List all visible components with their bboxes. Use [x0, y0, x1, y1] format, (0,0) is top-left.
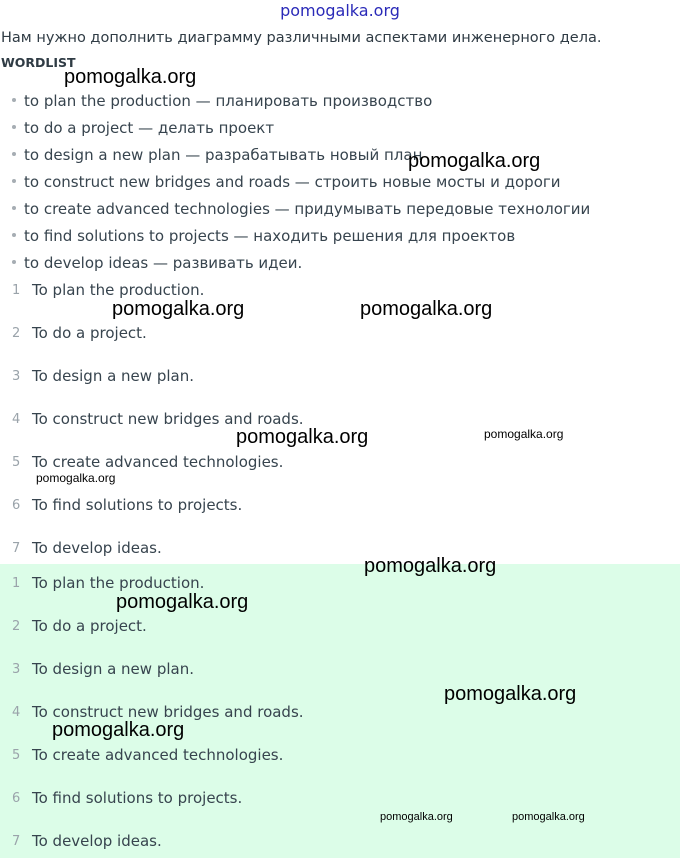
watermark: pomogalka.org — [52, 719, 185, 741]
answer-text: To develop ideas. — [32, 832, 162, 850]
watermark: pomogalka.org — [484, 427, 564, 441]
wordlist-item: to create advanced technologies — придумывать передовые технологии — [12, 200, 590, 218]
answer-text: To construct new bridges and roads. — [32, 703, 304, 721]
answer-number: 2 — [12, 619, 21, 634]
watermark: pomogalka.org — [360, 298, 493, 320]
bullet-icon — [12, 179, 16, 183]
answer-text: To design a new plan. — [32, 660, 194, 678]
answer-number: 5 — [12, 748, 21, 763]
watermark: pomogalka.org — [36, 471, 116, 485]
bullet-icon — [12, 125, 16, 129]
watermark: pomogalka.org — [408, 150, 541, 172]
task-instruction: Нам нужно дополнить диаграмму различными аспектами инженерного дела. — [1, 30, 602, 46]
wordlist-item: to plan the production — планировать производство — [12, 92, 432, 110]
answer-number: 7 — [12, 834, 21, 849]
answer-text: To plan the production. — [32, 574, 205, 592]
bullet-icon — [12, 233, 16, 237]
answer-text: To develop ideas. — [32, 539, 162, 557]
answer-text: To create advanced technologies. — [32, 746, 284, 764]
answer-number: 6 — [12, 791, 21, 806]
answer-number: 2 — [12, 326, 21, 341]
watermark: pomogalka.org — [236, 426, 369, 448]
wordlist-item: to construct new bridges and roads — строить новые мосты и дороги — [12, 173, 561, 191]
bullet-icon — [12, 152, 16, 156]
site-title-link[interactable]: pomogalka.org — [280, 1, 400, 20]
answer-text: To create advanced technologies. — [32, 453, 284, 471]
bullet-icon — [12, 98, 16, 102]
answer-text: To construct new bridges and roads. — [32, 410, 304, 428]
answer-text: To do a project. — [32, 617, 147, 635]
answer-number: 1 — [12, 576, 21, 591]
watermark: pomogalka.org — [116, 591, 249, 613]
bullet-icon — [12, 260, 16, 264]
watermark: pomogalka.org — [64, 66, 197, 88]
wordlist-item: to design a new plan — разрабатывать новый план — [12, 146, 422, 164]
answer-text: To design a new plan. — [32, 367, 194, 385]
answer-number: 4 — [12, 412, 21, 427]
watermark: pomogalka.org — [112, 298, 245, 320]
watermark: pomogalka.org — [380, 811, 453, 823]
answer-text: To do a project. — [32, 324, 147, 342]
answer-number: 3 — [12, 369, 21, 384]
answer-number: 1 — [12, 283, 21, 298]
answer-text: To find solutions to projects. — [32, 496, 243, 514]
watermark: pomogalka.org — [512, 811, 585, 823]
answer-number: 3 — [12, 662, 21, 677]
answer-number: 7 — [12, 541, 21, 556]
watermark: pomogalka.org — [364, 555, 497, 577]
answer-number: 5 — [12, 455, 21, 470]
watermark: pomogalka.org — [444, 683, 577, 705]
answer-text: To plan the production. — [32, 281, 205, 299]
wordlist-item: to find solutions to projects — находить решения для проектов — [12, 227, 515, 245]
answer-text: To find solutions to projects. — [32, 789, 243, 807]
wordlist-item: to develop ideas — развивать идеи. — [12, 254, 302, 272]
answer-number: 4 — [12, 705, 21, 720]
bullet-icon — [12, 206, 16, 210]
wordlist-heading: WORDLIST — [1, 55, 76, 70]
wordlist-item: to do a project — делать проект — [12, 119, 274, 137]
answer-number: 6 — [12, 498, 21, 513]
